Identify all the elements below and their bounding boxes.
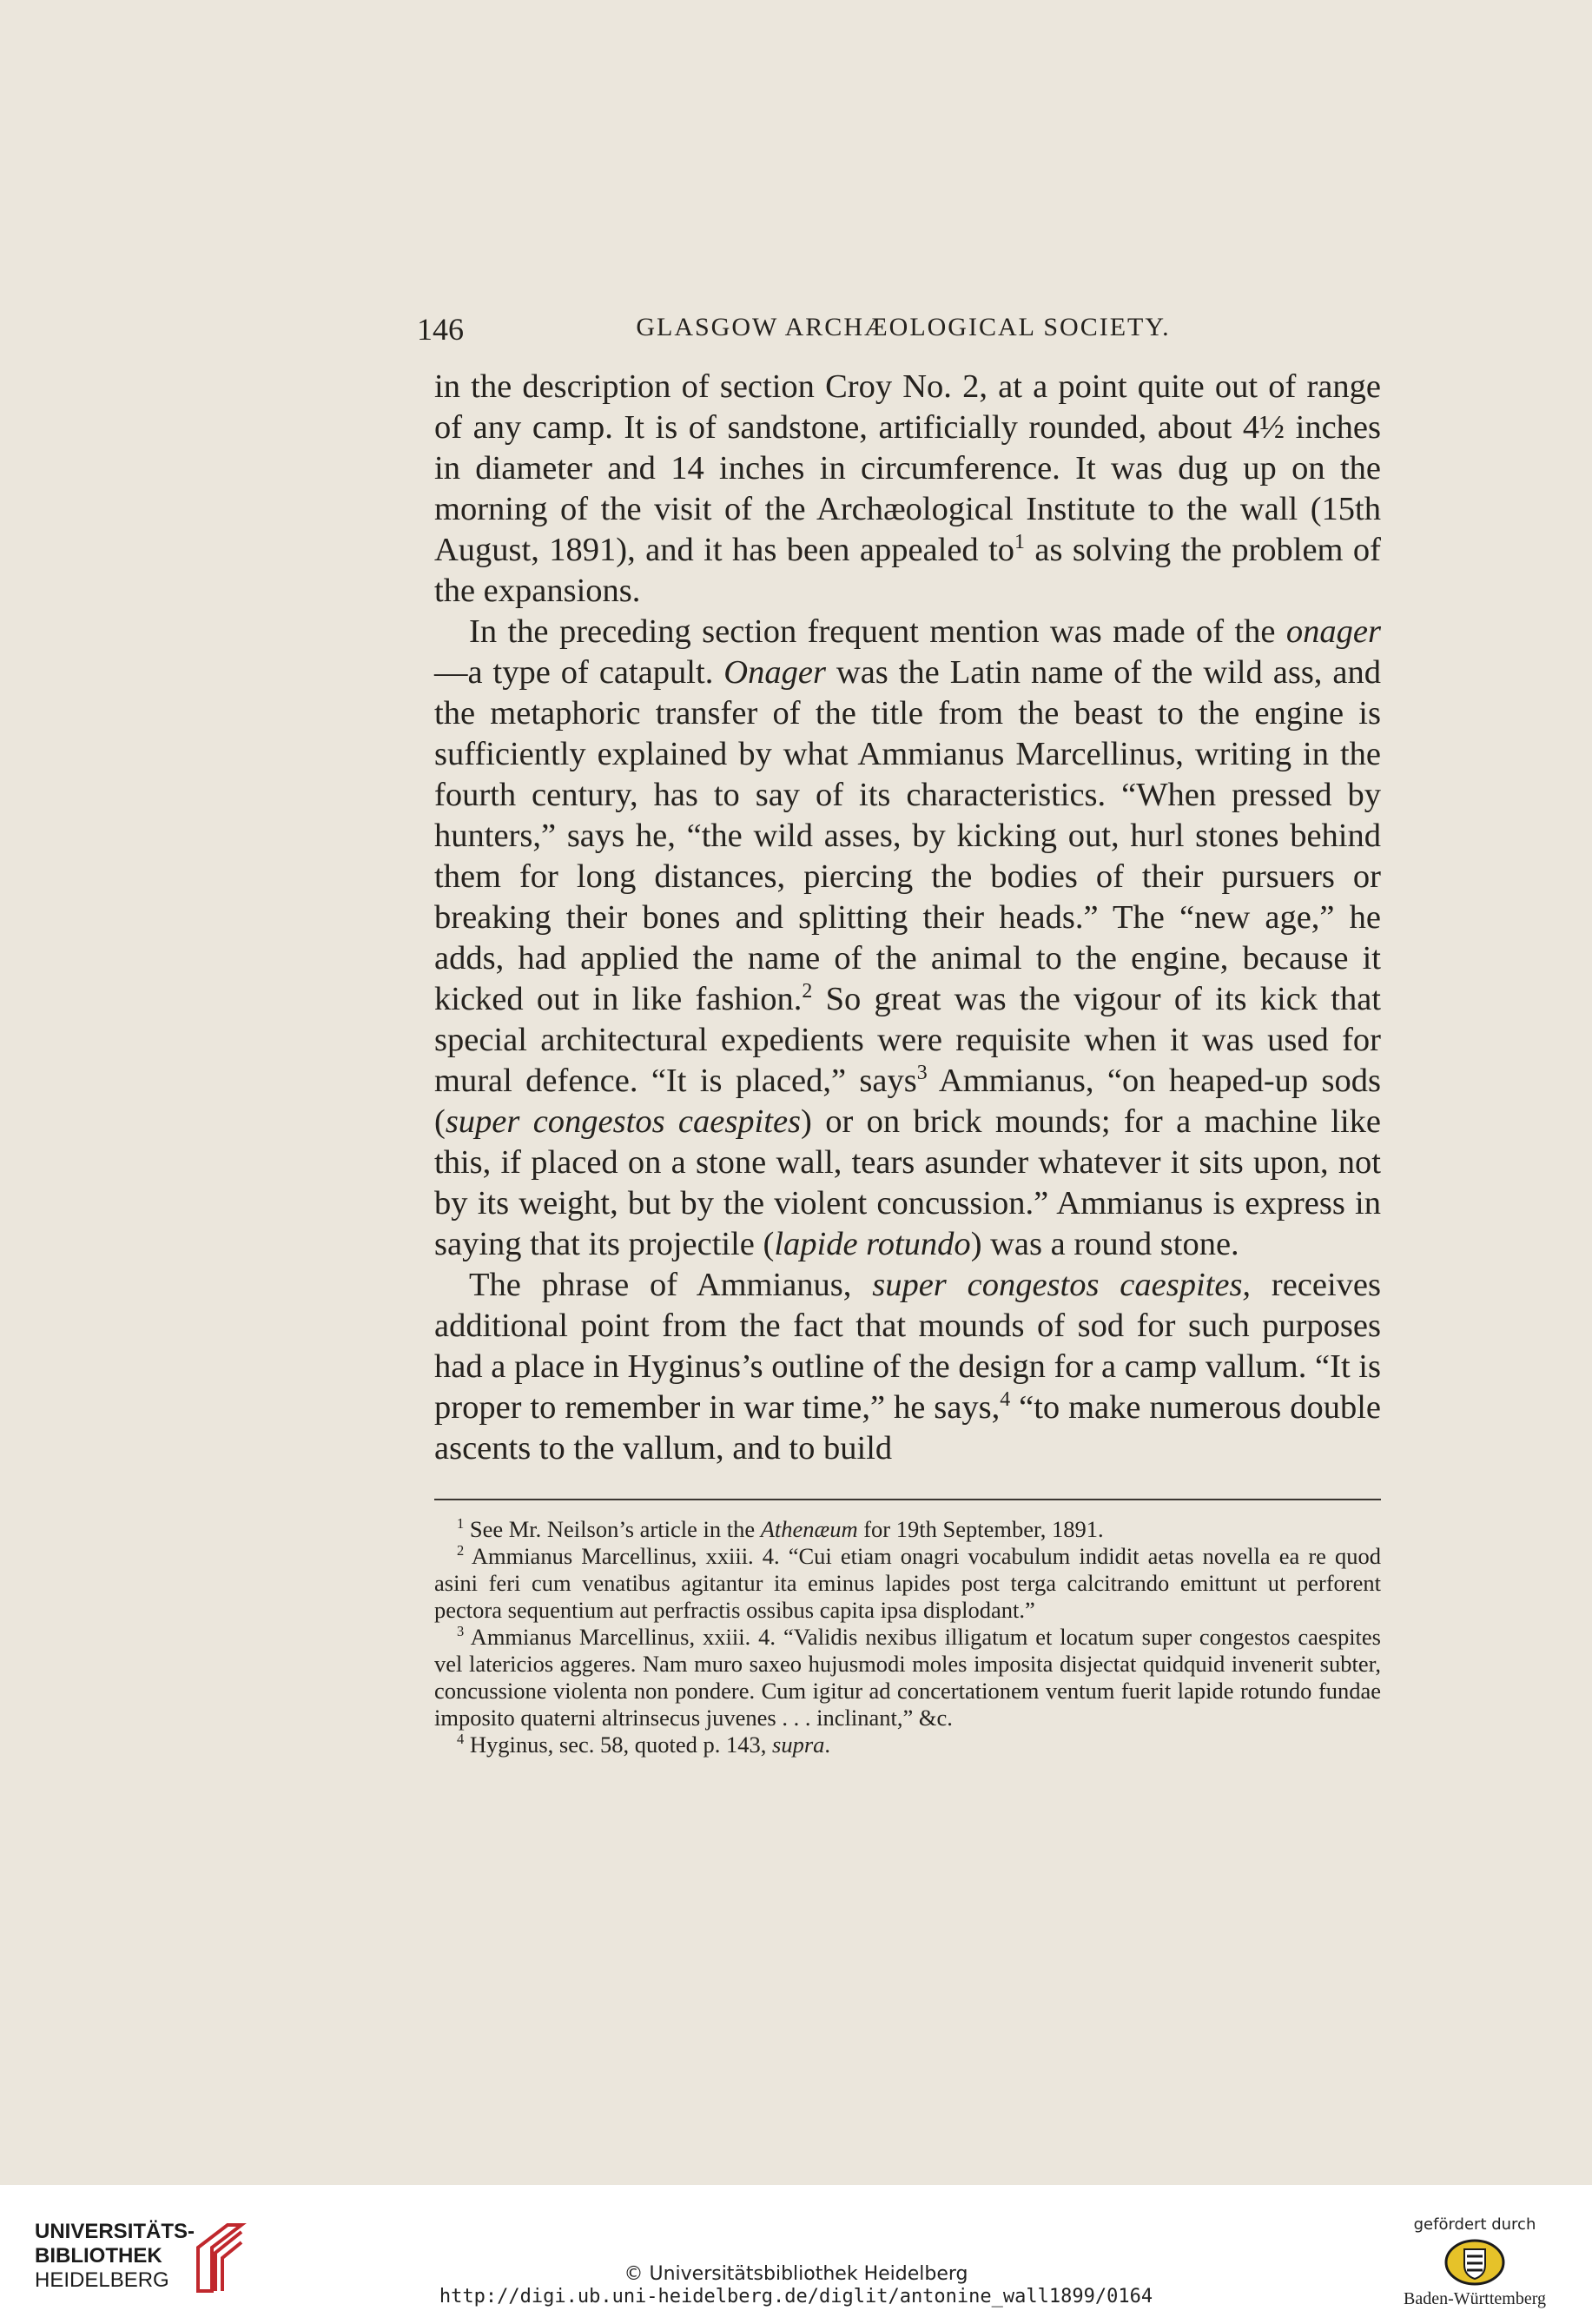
footnote-mark: 1 (457, 1515, 465, 1533)
text-run: as solving the problem of the expansions. (434, 532, 1381, 609)
logo-line: UNIVERSITÄTS- (35, 2220, 195, 2243)
sponsor-name: Baden-Württemberg (1403, 2289, 1546, 2308)
book-page (408, 295, 1398, 1758)
footnote-ref-4: 4 (1000, 1388, 1011, 1412)
text-run: . (824, 1731, 831, 1758)
text-run: —a type of catapult. (434, 654, 724, 691)
page-header (408, 295, 1398, 348)
footer-credits (0, 2263, 1592, 2308)
italic-title: Athenæum (760, 1516, 858, 1542)
footnote-ref-1: 1 (1014, 531, 1025, 554)
text-run: See Mr. Neilson’s article in the (464, 1516, 761, 1542)
state-crest-icon (1444, 2239, 1505, 2286)
italic-latin: super congestos caespites, (872, 1267, 1252, 1303)
footnote-ref-3: 3 (916, 1062, 928, 1085)
footnote-ref-2: 2 (802, 980, 813, 1003)
footnote-mark: 2 (457, 1542, 465, 1559)
footnote-2 (434, 1543, 1381, 1624)
italic-term: supra (772, 1731, 825, 1758)
text-run: in the description of section Croy No. 2, at a point quite out of range of any camp. It is of sandstone, artificially rounded, about 4½ inches in diameter and 14 inches in circumference. It was dug up on the morning of the visit of the Archæological Institute to the wall (15th August, 1891), and it has been appealed to (434, 368, 1381, 568)
text-run: Ammianus Marcellinus, xxiii. 4. “Validis nexibus illigatum et locatum super congestos caespites vel latericios aggeres. Nam muro saxeo hujusmodi moles imposita disjectat quidquid invenerit subter, concussione violenta non pondere. Cum igitur ad concertationem ventum fuerit lapide rotundo fundae imposito quaterni altrinsecus juvenes . . . inclinant,” &c. (434, 1624, 1381, 1731)
italic-latin: lapide rotundo (774, 1226, 971, 1262)
text-run: was the Latin name of the wild ass, and the metaphoric transfer of the title from the beast to the engine is sufficiently explained by what Ammianus Marcellinus, writing in the fourth century, has to say of its characteristics. “When pressed by hunters,” says he, “the wild asses, by kicking out, hurl stones behind them for long distances, piercing the bodies of their pursuers or breaking their bones and splitting their heads.” The “new age,” he adds, had applied the name of the animal to the engine, because it kicked out in like fashion. (434, 654, 1381, 1017)
footnote-3 (434, 1624, 1381, 1731)
footnote-divider (434, 1499, 1381, 1500)
copyright-notice: © Universitätsbibliothek Heidelberg (624, 2263, 968, 2285)
text-run: Hyginus, sec. 58, quoted p. 143, (464, 1731, 772, 1758)
footnotes (408, 1516, 1398, 1758)
footnote-1 (434, 1516, 1381, 1543)
text-run: Ammianus Marcellinus, xxiii. 4. “Cui etiam onagri vocabulum indidit aetas novella ea re quod asini feri cum venatibus agitantur ita eminus lapides post terga calcitrando emittunt ut perforent pectora sequentium aut perfractis ossibus capita ipsa displodant.” (434, 1543, 1381, 1623)
italic-latin: super congestos caespites (445, 1103, 802, 1140)
running-title: GLASGOW ARCHÆOLOGICAL SOCIETY. (636, 313, 1171, 341)
text-run: Ammianus, “on heaped-up sods ( (434, 1063, 1381, 1140)
footnote-mark: 4 (457, 1731, 465, 1748)
text-run: So great was the vigour of its kick that special architectural expedients were requisite when it was used for mural defence. “It is placed,” says (434, 981, 1381, 1099)
text-run: The phrase of Ammianus, (469, 1267, 873, 1303)
paragraph-3 (434, 1265, 1381, 1469)
italic-term: Onager (723, 654, 826, 691)
text-run: receives additional point from the fact that mounds of sod for such purposes had a place in Hyginus’s outline of the design for a camp vallum. “It is proper to remember in war time,” he says, (434, 1267, 1382, 1426)
body-text (408, 367, 1398, 1469)
text-run: “to make numerous double ascents to the vallum, and to build (434, 1389, 1381, 1467)
text-run: ) was a round stone. (970, 1226, 1239, 1262)
footnote-4 (434, 1731, 1381, 1758)
sponsor-label: gefördert durch (1413, 2215, 1536, 2234)
logo-line: HEIDELBERG (35, 2268, 169, 2292)
text-run: In the preceding section frequent mention was made of the (469, 613, 1286, 650)
footnote-mark: 3 (457, 1623, 465, 1640)
paragraph-2 (434, 612, 1381, 1265)
sponsor-block (1397, 2215, 1553, 2309)
page-number: 146 (417, 312, 464, 347)
text-run: for 19th September, 1891. (857, 1516, 1104, 1542)
permalink[interactable]: http://digi.ub.uni-heidelberg.de/diglit/antonine_wall1899/0164 (439, 2286, 1153, 2307)
logo-line: BIBLIOTHEK (35, 2244, 162, 2268)
paragraph-1 (434, 367, 1381, 612)
text-run: ) or on brick mounds; for a machine like this, if placed on a stone wall, tears asunder whatever it sits upon, not by its weight, but by the violent concussion.” Ammianus is express in saying that its projectile ( (434, 1103, 1381, 1262)
italic-term: onager (1285, 613, 1381, 650)
